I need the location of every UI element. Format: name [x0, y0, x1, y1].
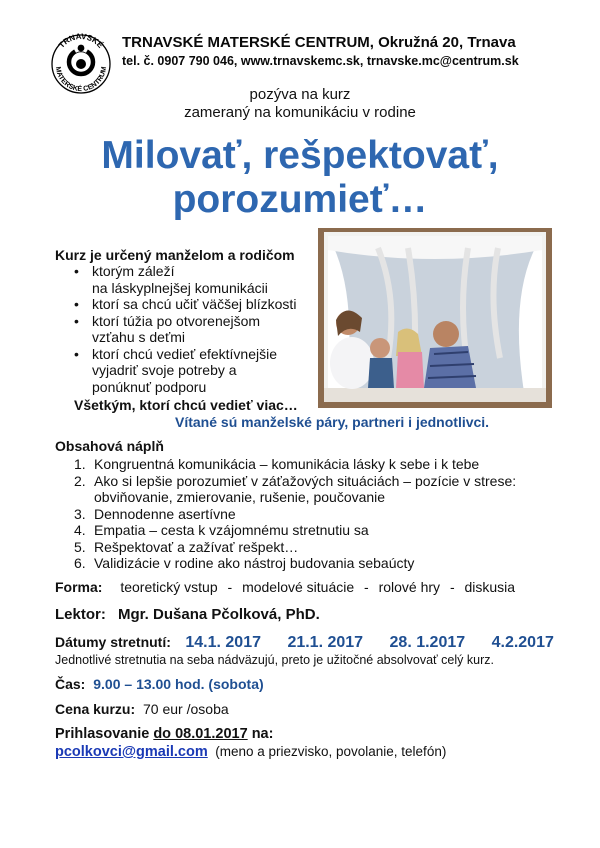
time-label: Čas: [55, 676, 86, 692]
signup-email-link[interactable]: pcolkovci@gmail.com [55, 744, 208, 760]
form-row: Forma: teoretický vstup - modelové situácie - rolové hry - diskusia [55, 579, 516, 595]
invite-line-1: pozýva na kurz [249, 86, 351, 103]
price-value: 70 eur /osoba [143, 701, 229, 717]
time-value: 9.00 – 13.00 hod. (sobota) [93, 676, 264, 692]
list-item: • ktorí túžia po otvorenejšom vzťahu s deťmi [74, 313, 296, 346]
list-item: 2. Ako si lepšie porozumieť v záťažových situáciách – pozície v strese: obviňovanie, zmierovanie, rušenie, poučovanie [74, 472, 517, 505]
date-3: 28. 1.2017 [389, 634, 466, 651]
content-list [74, 456, 516, 572]
audience-welcome: Vítané sú manželské páry, partneri i jednotlivci. [175, 414, 490, 430]
org-contact: tel. č. 0907 790 046, www.trnavskemc.sk, trnavske.mc@centrum.sk [122, 54, 519, 68]
logo-bottom-text: MATERSKÉ CENTRUM [53, 66, 109, 94]
lecturer-label: Lektor: [55, 606, 106, 623]
list-item: 1. Kongruentná komunikácia – komunikácia lásky k sebe i k tebe [74, 456, 480, 472]
list-item: • ktorí sa chcú učiť väčšej blízkosti [74, 296, 296, 313]
signup-deadline: do 08.01.2017 [153, 726, 248, 742]
date-1: 14.1. 2017 [185, 634, 261, 651]
list-item: 3. Dennodenne asertívne [74, 505, 236, 522]
date-2: 21.1. 2017 [287, 634, 364, 651]
family-in-window-photo [318, 228, 552, 408]
audience-heading: Kurz je určený manželom a rodičom [55, 247, 295, 263]
signup-label: Prihlasovanie [55, 726, 150, 742]
signup-contact-row [55, 743, 446, 761]
audience-list [74, 263, 296, 395]
org-name: TRNAVSKÉ MATERSKÉ CENTRUM, Okružná 20, Trnava [122, 34, 516, 51]
audience-closing: Všetkým, ktorí chcú vedieť viac… [74, 397, 298, 413]
list-item: • ktorým záleží na láskyplnejšej komunikácii [74, 263, 296, 296]
lecturer-row [55, 606, 320, 623]
time-row [55, 676, 264, 692]
content-heading: Obsahová náplň [55, 438, 164, 454]
list-item: 5. Rešpektovať a zažívať rešpekt… [74, 538, 299, 555]
form-label: Forma: [55, 579, 103, 595]
list-item: • ktorí chcú vedieť efektívnejšie vyjadriť svoje potreby a ponúknuť podporu [74, 346, 296, 396]
price-row [55, 701, 229, 717]
dates-label: Dátumy stretnutí: [55, 634, 171, 650]
title-line-2: porozumieť… [172, 178, 428, 221]
logo-top-text: TRNAVSKÉ [56, 31, 106, 50]
dates-row [55, 634, 554, 652]
list-item: 4. Empatia – cesta k vzájomnému stretnutiu sa [74, 522, 369, 538]
dates-note: Jednotlivé stretnutia na seba nádväzujú, preto je užitočné absolvovať celý kurz. [55, 653, 494, 667]
list-item: 6. Validizácie v rodine ako nástroj budovania sebaúcty [74, 555, 415, 571]
signup-note: (meno a priezvisko, povolanie, telefón) [215, 744, 447, 759]
date-4: 4.2.2017 [491, 634, 554, 651]
lecturer-name: Mgr. Dušana Pčolková, PhD. [118, 606, 320, 623]
invite-line-2: zameraný na komunikáciu v rodine [184, 104, 416, 121]
signup-row: Prihlasovanie do 08.01.2017 na: [55, 726, 274, 742]
price-label: Cena kurzu: [55, 701, 136, 717]
title-line-1: Milovať, rešpektovať, [101, 134, 499, 177]
